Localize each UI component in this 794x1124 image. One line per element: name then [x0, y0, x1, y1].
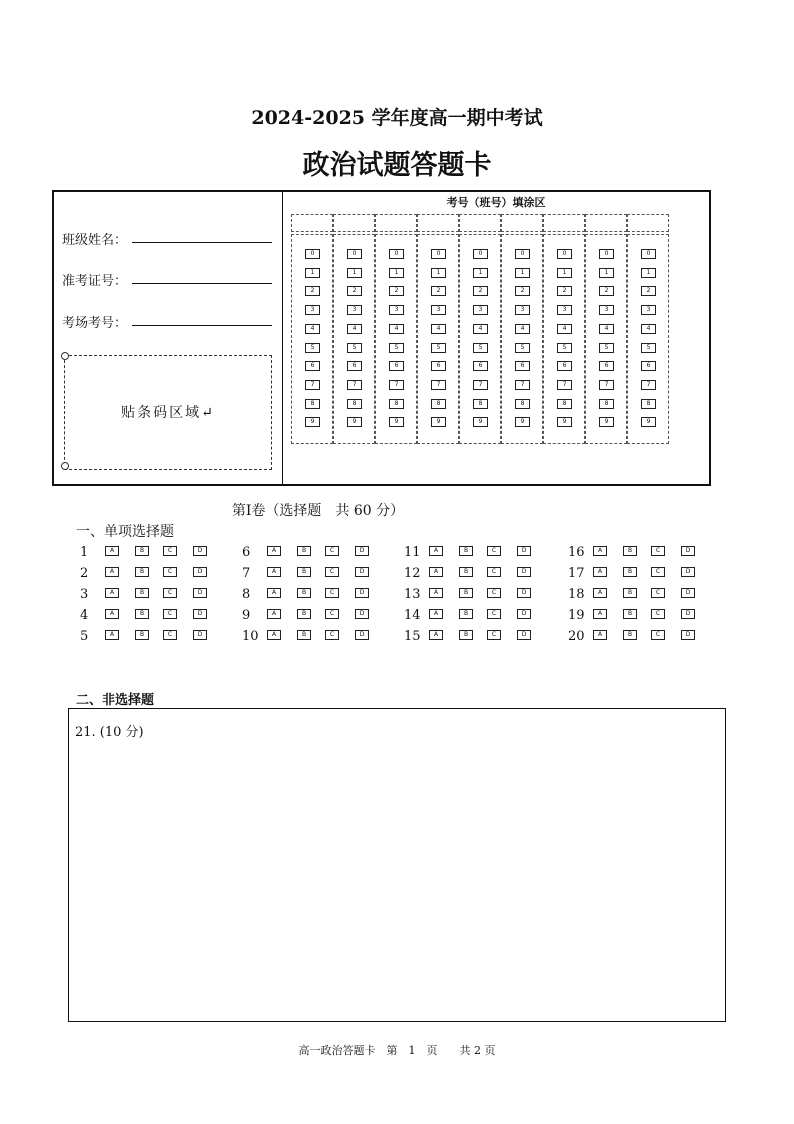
digit-bubble-8[interactable]: 8: [389, 399, 404, 409]
digit-bubble-4[interactable]: 4: [305, 324, 320, 334]
exam-id-grid-title: 考号（班号）填涂区: [446, 196, 546, 209]
digit-bubble-4[interactable]: 4: [641, 324, 656, 334]
option-b-bubble[interactable]: B: [297, 609, 311, 619]
question-number-16: 16: [568, 545, 585, 560]
digit-bubble-6[interactable]: 6: [473, 361, 488, 371]
option-c-bubble[interactable]: C: [325, 609, 339, 619]
digit-bubble-1[interactable]: 1: [515, 268, 530, 278]
option-d-bubble[interactable]: D: [517, 630, 531, 640]
option-d-bubble[interactable]: D: [193, 546, 207, 556]
barcode-label: 贴条码区域↵: [121, 405, 215, 421]
exam-room-label: 考场考号：: [62, 316, 128, 331]
option-a-bubble[interactable]: A: [593, 546, 607, 556]
option-b-bubble[interactable]: B: [623, 567, 637, 577]
option-d-bubble[interactable]: D: [355, 588, 369, 598]
question-number-20: 20: [568, 629, 585, 644]
digit-bubble-3[interactable]: 3: [347, 305, 362, 315]
digit-bubble-0[interactable]: 0: [389, 249, 404, 259]
digit-bubble-4[interactable]: 4: [431, 324, 446, 334]
option-b-bubble[interactable]: B: [135, 609, 149, 619]
digit-bubble-2[interactable]: 2: [347, 286, 362, 296]
option-d-bubble[interactable]: D: [193, 630, 207, 640]
digit-bubble-0[interactable]: 0: [431, 249, 446, 259]
digit-bubble-7[interactable]: 7: [431, 380, 446, 390]
option-d-bubble[interactable]: D: [681, 588, 695, 598]
option-a-bubble[interactable]: A: [593, 567, 607, 577]
digit-bubble-3[interactable]: 3: [557, 305, 572, 315]
digit-bubble-3[interactable]: 3: [431, 305, 446, 315]
option-a-bubble[interactable]: A: [429, 546, 443, 556]
option-c-bubble[interactable]: C: [163, 567, 177, 577]
digit-bubble-9[interactable]: 9: [473, 417, 488, 427]
answer-area-q21[interactable]: [68, 708, 726, 1022]
digit-bubble-5[interactable]: 5: [557, 343, 572, 353]
digit-bubble-7[interactable]: 7: [641, 380, 656, 390]
digit-bubble-4[interactable]: 4: [599, 324, 614, 334]
option-a-bubble[interactable]: A: [105, 567, 119, 577]
digit-bubble-7[interactable]: 7: [473, 380, 488, 390]
option-a-bubble[interactable]: A: [267, 609, 281, 619]
digit-bubble-6[interactable]: 6: [389, 361, 404, 371]
question-number-1: 1: [80, 545, 89, 560]
option-a-bubble[interactable]: A: [267, 567, 281, 577]
digit-bubble-3[interactable]: 3: [473, 305, 488, 315]
option-a-bubble[interactable]: A: [593, 609, 607, 619]
option-d-bubble[interactable]: D: [355, 630, 369, 640]
option-c-bubble[interactable]: C: [487, 630, 501, 640]
digit-bubble-5[interactable]: 5: [515, 343, 530, 353]
digit-bubble-1[interactable]: 1: [473, 268, 488, 278]
option-b-bubble[interactable]: B: [623, 546, 637, 556]
digit-bubble-2[interactable]: 2: [515, 286, 530, 296]
digit-bubble-5[interactable]: 5: [347, 343, 362, 353]
digit-bubble-4[interactable]: 4: [473, 324, 488, 334]
digit-bubble-6[interactable]: 6: [515, 361, 530, 371]
digit-bubble-2[interactable]: 2: [599, 286, 614, 296]
digit-bubble-4[interactable]: 4: [389, 324, 404, 334]
option-c-bubble[interactable]: C: [325, 567, 339, 577]
digit-bubble-4[interactable]: 4: [347, 324, 362, 334]
part2-title: 二、非选择题: [76, 693, 155, 708]
digit-bubble-8[interactable]: 8: [305, 399, 320, 409]
digit-bubble-7[interactable]: 7: [515, 380, 530, 390]
option-c-bubble[interactable]: C: [163, 630, 177, 640]
question-number-17: 17: [568, 566, 585, 581]
question-number-9: 9: [242, 608, 251, 623]
digit-bubble-9[interactable]: 9: [347, 417, 362, 427]
option-a-bubble[interactable]: A: [105, 630, 119, 640]
option-d-bubble[interactable]: D: [517, 567, 531, 577]
option-b-bubble[interactable]: B: [623, 630, 637, 640]
option-c-bubble[interactable]: C: [487, 609, 501, 619]
option-a-bubble[interactable]: A: [593, 630, 607, 640]
option-c-bubble[interactable]: C: [651, 588, 665, 598]
option-a-bubble[interactable]: A: [267, 588, 281, 598]
digit-bubble-9[interactable]: 9: [515, 417, 530, 427]
digit-bubble-0[interactable]: 0: [599, 249, 614, 259]
digit-bubble-5[interactable]: 5: [389, 343, 404, 353]
question-number-5: 5: [80, 629, 89, 644]
option-b-bubble[interactable]: B: [297, 567, 311, 577]
digit-bubble-1[interactable]: 1: [557, 268, 572, 278]
digit-bubble-2[interactable]: 2: [641, 286, 656, 296]
digit-bubble-6[interactable]: 6: [305, 361, 320, 371]
option-d-bubble[interactable]: D: [517, 588, 531, 598]
option-d-bubble[interactable]: D: [681, 567, 695, 577]
option-d-bubble[interactable]: D: [517, 546, 531, 556]
question-number-8: 8: [242, 587, 251, 602]
option-c-bubble[interactable]: C: [325, 588, 339, 598]
digit-bubble-3[interactable]: 3: [389, 305, 404, 315]
digit-bubble-0[interactable]: 0: [515, 249, 530, 259]
question-number-19: 19: [568, 608, 585, 623]
digit-bubble-4[interactable]: 4: [557, 324, 572, 334]
digit-bubble-6[interactable]: 6: [431, 361, 446, 371]
digit-bubble-9[interactable]: 9: [641, 417, 656, 427]
option-a-bubble[interactable]: A: [105, 609, 119, 619]
option-a-bubble[interactable]: A: [105, 588, 119, 598]
digit-bubble-1[interactable]: 1: [641, 268, 656, 278]
option-c-bubble[interactable]: C: [487, 567, 501, 577]
option-b-bubble[interactable]: B: [623, 609, 637, 619]
question-number-11: 11: [404, 545, 421, 560]
digit-bubble-2[interactable]: 2: [305, 286, 320, 296]
option-d-bubble[interactable]: D: [193, 609, 207, 619]
option-c-bubble[interactable]: C: [163, 546, 177, 556]
option-b-bubble[interactable]: B: [297, 546, 311, 556]
option-b-bubble[interactable]: B: [135, 588, 149, 598]
option-a-bubble[interactable]: A: [105, 546, 119, 556]
digit-bubble-7[interactable]: 7: [305, 380, 320, 390]
mc-section-heading: 一、单项选择题: [76, 524, 174, 540]
digit-bubble-9[interactable]: 9: [599, 417, 614, 427]
digit-bubble-0[interactable]: 0: [641, 249, 656, 259]
digit-bubble-5[interactable]: 5: [305, 343, 320, 353]
digit-bubble-0[interactable]: 0: [305, 249, 320, 259]
answer-sheet-title: 政治试题答题卡: [302, 150, 492, 181]
digit-bubble-8[interactable]: 8: [599, 399, 614, 409]
digit-bubble-2[interactable]: 2: [557, 286, 572, 296]
digit-bubble-3[interactable]: 3: [641, 305, 656, 315]
page-footer: 高一政治答题卡 第 1 页 共 2 页: [298, 1044, 496, 1057]
digit-bubble-0[interactable]: 0: [473, 249, 488, 259]
option-c-bubble[interactable]: C: [325, 630, 339, 640]
question-number-18: 18: [568, 587, 585, 602]
digit-bubble-3[interactable]: 3: [599, 305, 614, 315]
option-a-bubble[interactable]: A: [429, 609, 443, 619]
option-b-bubble[interactable]: B: [459, 567, 473, 577]
question-21-label: 21. (10 分): [75, 725, 144, 740]
digit-bubble-9[interactable]: 9: [305, 417, 320, 427]
digit-bubble-9[interactable]: 9: [389, 417, 404, 427]
digit-bubble-5[interactable]: 5: [599, 343, 614, 353]
digit-bubble-1[interactable]: 1: [389, 268, 404, 278]
option-b-bubble[interactable]: B: [459, 630, 473, 640]
question-number-13: 13: [404, 587, 421, 602]
admission-number-label: 准考证号：: [62, 274, 128, 289]
digit-bubble-6[interactable]: 6: [557, 361, 572, 371]
option-c-bubble[interactable]: C: [651, 630, 665, 640]
option-c-bubble[interactable]: C: [163, 588, 177, 598]
exam-title: 2024-2025 学年度高一期中考试: [251, 107, 543, 129]
option-d-bubble[interactable]: D: [517, 609, 531, 619]
question-number-15: 15: [404, 629, 421, 644]
digit-bubble-6[interactable]: 6: [599, 361, 614, 371]
digit-bubble-8[interactable]: 8: [473, 399, 488, 409]
option-d-bubble[interactable]: D: [681, 630, 695, 640]
option-b-bubble[interactable]: B: [135, 567, 149, 577]
digit-bubble-8[interactable]: 8: [347, 399, 362, 409]
question-number-14: 14: [404, 608, 421, 623]
option-c-bubble[interactable]: C: [651, 546, 665, 556]
option-d-bubble[interactable]: D: [355, 567, 369, 577]
option-b-bubble[interactable]: B: [135, 546, 149, 556]
question-number-2: 2: [80, 566, 89, 581]
question-number-7: 7: [242, 566, 251, 581]
option-b-bubble[interactable]: B: [297, 630, 311, 640]
digit-bubble-3[interactable]: 3: [305, 305, 320, 315]
digit-bubble-6[interactable]: 6: [347, 361, 362, 371]
option-c-bubble[interactable]: C: [487, 588, 501, 598]
question-number-10: 10: [242, 629, 259, 644]
option-d-bubble[interactable]: D: [681, 609, 695, 619]
digit-bubble-1[interactable]: 1: [305, 268, 320, 278]
digit-bubble-5[interactable]: 5: [431, 343, 446, 353]
option-a-bubble[interactable]: A: [267, 546, 281, 556]
digit-bubble-5[interactable]: 5: [473, 343, 488, 353]
option-d-bubble[interactable]: D: [681, 546, 695, 556]
digit-bubble-9[interactable]: 9: [557, 417, 572, 427]
digit-bubble-8[interactable]: 8: [431, 399, 446, 409]
digit-bubble-2[interactable]: 2: [389, 286, 404, 296]
class-name-label: 班级姓名：: [62, 233, 128, 248]
digit-bubble-7[interactable]: 7: [557, 380, 572, 390]
option-c-bubble[interactable]: C: [651, 567, 665, 577]
option-b-bubble[interactable]: B: [459, 609, 473, 619]
option-a-bubble[interactable]: A: [593, 588, 607, 598]
digit-bubble-8[interactable]: 8: [557, 399, 572, 409]
question-number-4: 4: [80, 608, 89, 623]
option-b-bubble[interactable]: B: [623, 588, 637, 598]
option-d-bubble[interactable]: D: [193, 588, 207, 598]
digit-bubble-7[interactable]: 7: [347, 380, 362, 390]
question-number-3: 3: [80, 587, 89, 602]
digit-bubble-2[interactable]: 2: [473, 286, 488, 296]
digit-bubble-1[interactable]: 1: [347, 268, 362, 278]
option-b-bubble[interactable]: B: [135, 630, 149, 640]
digit-bubble-1[interactable]: 1: [599, 268, 614, 278]
option-b-bubble[interactable]: B: [459, 588, 473, 598]
digit-bubble-8[interactable]: 8: [641, 399, 656, 409]
question-number-12: 12: [404, 566, 421, 581]
digit-bubble-1[interactable]: 1: [431, 268, 446, 278]
digit-bubble-5[interactable]: 5: [641, 343, 656, 353]
option-c-bubble[interactable]: C: [325, 546, 339, 556]
option-c-bubble[interactable]: C: [487, 546, 501, 556]
digit-bubble-0[interactable]: 0: [557, 249, 572, 259]
digit-bubble-3[interactable]: 3: [515, 305, 530, 315]
option-b-bubble[interactable]: B: [459, 546, 473, 556]
digit-bubble-2[interactable]: 2: [431, 286, 446, 296]
digit-bubble-9[interactable]: 9: [431, 417, 446, 427]
option-a-bubble[interactable]: A: [267, 630, 281, 640]
question-number-6: 6: [242, 545, 251, 560]
option-b-bubble[interactable]: B: [297, 588, 311, 598]
digit-bubble-6[interactable]: 6: [641, 361, 656, 371]
option-d-bubble[interactable]: D: [355, 609, 369, 619]
digit-bubble-8[interactable]: 8: [515, 399, 530, 409]
option-d-bubble[interactable]: D: [193, 567, 207, 577]
digit-bubble-0[interactable]: 0: [347, 249, 362, 259]
digit-bubble-7[interactable]: 7: [389, 380, 404, 390]
digit-bubble-4[interactable]: 4: [515, 324, 530, 334]
option-c-bubble[interactable]: C: [163, 609, 177, 619]
part1-title: 第Ⅰ卷（选择题 共 60 分）: [231, 503, 405, 519]
option-c-bubble[interactable]: C: [651, 609, 665, 619]
option-d-bubble[interactable]: D: [355, 546, 369, 556]
option-a-bubble[interactable]: A: [429, 630, 443, 640]
option-a-bubble[interactable]: A: [429, 588, 443, 598]
digit-bubble-7[interactable]: 7: [599, 380, 614, 390]
option-a-bubble[interactable]: A: [429, 567, 443, 577]
